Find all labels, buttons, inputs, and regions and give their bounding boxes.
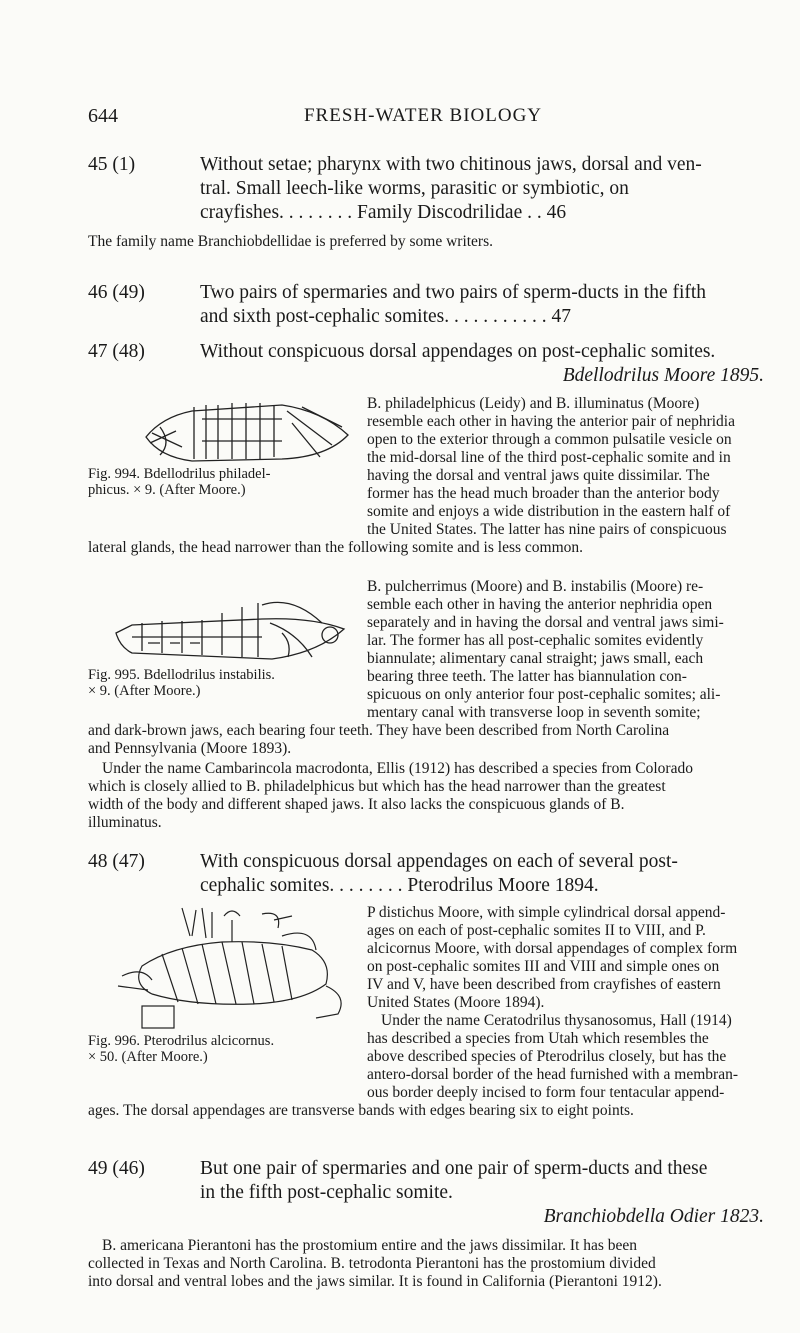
couplet-46 <box>88 281 764 329</box>
pulcherrimus-paragraph <box>367 578 764 722</box>
text-line: ages on each of post-cephalic somites II to VIII, and P. <box>367 922 706 939</box>
text-line: Under the name Cambarincola macrodonta, Ellis (1912) has described a species from Colorado <box>102 760 693 777</box>
figure-995-drawing <box>112 593 348 665</box>
philadelphicus-paragraph <box>367 395 764 539</box>
cambarincola-paragraph <box>88 760 764 832</box>
couplet-number: 46 (49) <box>88 282 145 303</box>
branchiobdella-paragraph <box>88 1237 764 1291</box>
text-line: on post-cephalic somites III and VIII and simple ones on <box>367 958 720 975</box>
text-line: open to the exterior through a common pulsatile vesicle on <box>367 431 732 448</box>
text-line: United States (Moore 1894). <box>367 994 545 1011</box>
genus-name: Branchiobdella Odier 1823. <box>543 1206 764 1227</box>
text-line: and Pennsylvania (Moore 1893). <box>88 740 292 757</box>
text-line: B. americana Pierantoni has the prostomium entire and the jaws dissimilar. It has been <box>102 1237 638 1254</box>
text-line: ous border deeply incised to form four tentacular append- <box>367 1084 725 1101</box>
text-line: alcicornus Moore, with dorsal appendages of complex form <box>367 940 738 957</box>
text-line: has described a species from Utah which resembles the <box>367 1030 709 1047</box>
text-line: Under the name Ceratodrilus thysanosomus, Hall (1914) <box>381 1012 732 1029</box>
text-line: into dorsal and ventral lobes and the jaws similar. It is found in California (Pierantoni 1912). <box>88 1273 662 1290</box>
pterodrilus-paragraph-end: ages. The dorsal appendages are transverse bands with edges bearing six to eight points. <box>88 1102 634 1119</box>
couplet-number: 49 (46) <box>88 1158 145 1179</box>
text-line: and dark-brown jaws, each bearing four teeth. They have been described from North Carolina <box>88 722 670 739</box>
text-line: lar. The former has all post-cephalic somites evidently <box>367 632 704 649</box>
figure-994-caption <box>88 466 270 498</box>
couplet-line: With conspicuous dorsal appendages on each of several post- <box>200 851 678 872</box>
figure-996-caption <box>88 1033 274 1065</box>
text-line: spicuous on only anterior four post-cephalic somites; ali- <box>367 686 721 703</box>
couplet-47 <box>88 340 764 388</box>
text-line: above described species of Pterodrilus closely, but has the <box>367 1048 727 1065</box>
text-line: antero-dorsal border of the head furnished with a membran- <box>367 1066 739 1083</box>
text-line: semble each other in having the anterior nephridia open <box>367 596 713 613</box>
caption-line: Fig. 996. Pterodrilus alcicornus. <box>88 1033 275 1049</box>
couplet-number: 47 (48) <box>88 341 145 362</box>
text-line: having the dorsal and ventral jaws quite dissimilar. The <box>367 467 710 484</box>
couplet-line: But one pair of spermaries and one pair of sperm-ducts and these <box>200 1158 708 1179</box>
couplet-49 <box>88 1157 764 1229</box>
family-note: The family name Branchiobdellidae is preferred by some writers. <box>88 233 494 250</box>
couplet-48 <box>88 850 764 898</box>
text-line: the mid-dorsal line of the third post-cephalic somite and in <box>367 449 731 466</box>
text-line: width of the body and different shaped jaws. It also lacks the conspicuous glands of B. <box>88 796 625 813</box>
text-line: bearing three teeth. The latter has biannulation con- <box>367 668 687 685</box>
pterodrilus-paragraph <box>367 904 764 1102</box>
caption-line: Fig. 995. Bdellodrilus instabilis. <box>88 667 275 683</box>
page-header <box>88 105 758 135</box>
caption-line: Fig. 994. Bdellodrilus philadel- <box>88 466 271 482</box>
text-line: mentary canal with transverse loop in seventh somite; <box>367 704 701 721</box>
figure-994-drawing <box>142 397 352 469</box>
couplet-number: 45 (1) <box>88 154 136 175</box>
couplet-45 <box>88 153 764 225</box>
text-line: resemble each other in having the anterior pair of nephridia <box>367 413 735 430</box>
couplet-line: Without conspicuous dorsal appendages on post-cephalic somites. <box>200 341 716 362</box>
couplet-line: tral. Small leech-like worms, parasitic or symbiotic, on <box>200 178 629 199</box>
text-line: the United States. The latter has nine pairs of conspicuous <box>367 521 727 538</box>
text-line: B. philadelphicus (Leidy) and B. illuminatus (Moore) <box>367 395 700 412</box>
caption-line: × 50. (After Moore.) <box>88 1049 208 1065</box>
text-line: illuminatus. <box>88 814 162 831</box>
pulcherrimus-paragraph-end <box>88 722 764 758</box>
couplet-line: in the fifth post-cephalic somite. <box>200 1182 453 1203</box>
text-line: IV and V, have been described from crayfishes of eastern <box>367 976 721 993</box>
couplet-line: cephalic somites. . . . . . . . Pterodrilus Moore 1894. <box>200 875 599 896</box>
figure-995-caption <box>88 667 275 699</box>
couplet-line: Without setae; pharynx with two chitinous jaws, dorsal and ven- <box>200 154 702 175</box>
philadelphicus-paragraph-end: lateral glands, the head narrower than the following somite and is less common. <box>88 539 584 556</box>
couplet-line: Two pairs of spermaries and two pairs of sperm-ducts in the fifth <box>200 282 707 303</box>
text-line: separately and in having the dorsal and ventral jaws simi- <box>367 614 724 631</box>
running-title: FRESH-WATER BIOLOGY <box>303 105 543 126</box>
couplet-number: 48 (47) <box>88 851 145 872</box>
text-line: B. pulcherrimus (Moore) and B. instabilis (Moore) re- <box>367 578 704 595</box>
text-line: P distichus Moore, with simple cylindrical dorsal append- <box>367 904 726 921</box>
figure-996-drawing <box>112 906 352 1030</box>
couplet-line: and sixth post-cephalic somites. . . . . . . . . . . 47 <box>200 306 571 327</box>
text-line: biannulate; alimentary canal straight; jaws small, each <box>367 650 704 667</box>
text-line: collected in Texas and North Carolina. B. tetrodonta Pierantoni has the prostomium divided <box>88 1255 656 1272</box>
caption-line: phicus. × 9. (After Moore.) <box>88 482 246 498</box>
page-number: 644 <box>88 105 118 127</box>
couplet-line: crayfishes. . . . . . . . Family Discodrilidae . . 46 <box>200 202 567 223</box>
text-line: somite and enjoys a wide distribution in the eastern half of <box>367 503 731 520</box>
text-line: which is closely allied to B. philadelphicus but which has the head narrower than the greatest <box>88 778 666 795</box>
caption-line: × 9. (After Moore.) <box>88 683 201 699</box>
genus-name: Bdellodrilus Moore 1895. <box>562 365 764 386</box>
text-line: former has the head much broader than the anterior body <box>367 485 720 502</box>
